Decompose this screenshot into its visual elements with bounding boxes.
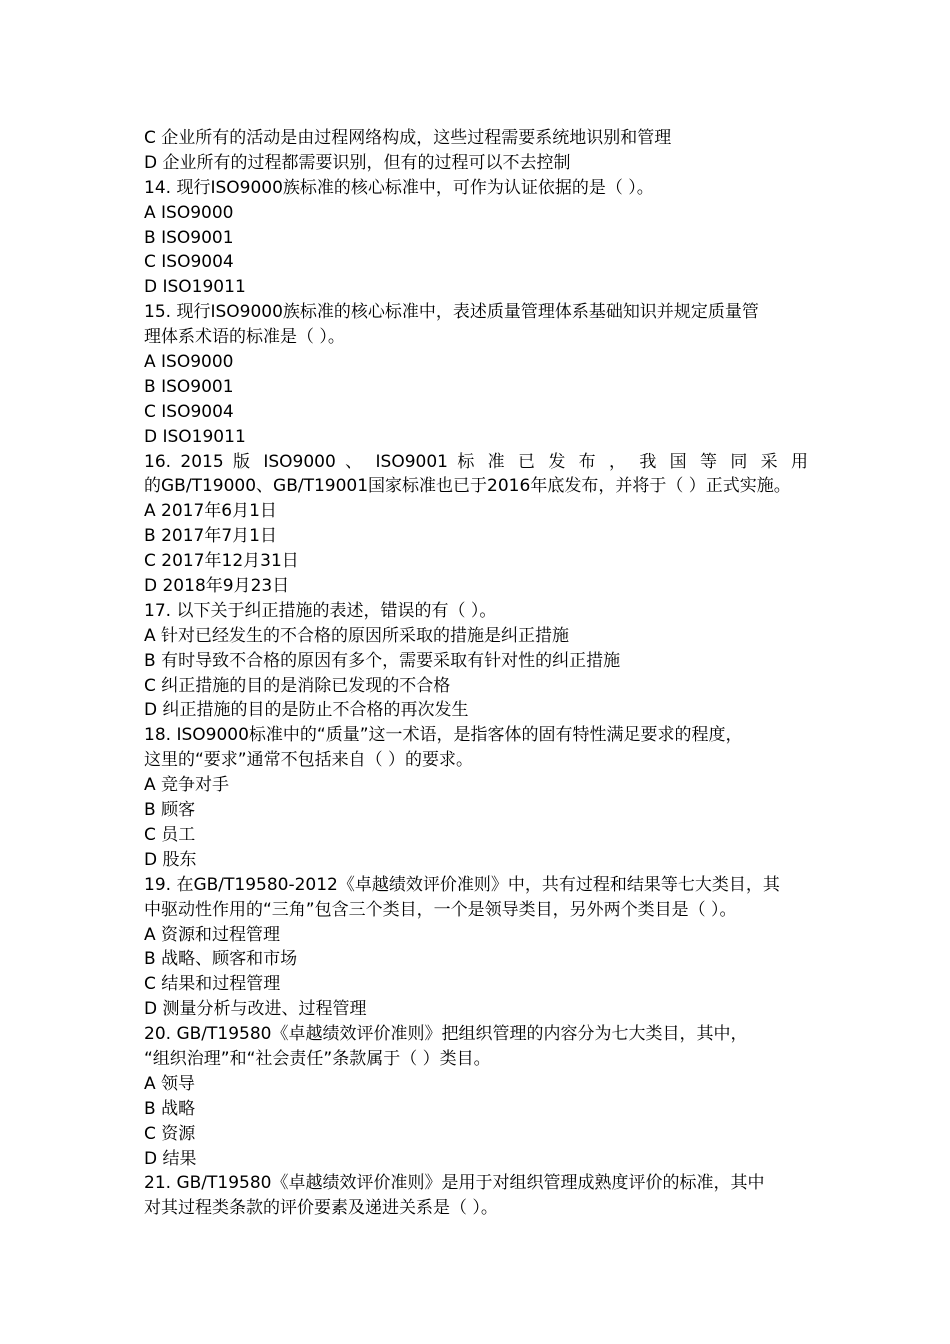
option-c-q20: C 资源 <box>144 1123 196 1144</box>
option-a-q17: A 针对已经发生的不合格的原因所采取的措施是纠正措施 <box>144 625 570 646</box>
option-d-q20: D 结果 <box>144 1148 197 1169</box>
option-a-q16: A 2017年6月1日 <box>144 501 277 522</box>
option-a-q14: A ISO9000 <box>144 202 234 223</box>
option-d-q15: D ISO19011 <box>144 426 246 447</box>
question-17: 17. 以下关于纠正措施的表述，错误的有（ ）。 <box>144 600 497 621</box>
question-18-line-2: 这里的“要求”通常不包括来自（ ）的要求。 <box>144 750 474 771</box>
option-a-q18: A 竞争对手 <box>144 775 230 796</box>
question-20-line-1: 20. GB/T19580《卓越绩效评价准则》把组织管理的内容分为七大类目，其中， <box>144 1024 748 1045</box>
question-20-line-2: “组织治理”和“社会责任”条款属于（ ）类目。 <box>144 1048 491 1069</box>
option-d-q16: D 2018年9月23日 <box>144 576 290 597</box>
question-21-line-2: 对其过程类条款的评价要素及递进关系是（ ）。 <box>144 1198 498 1219</box>
option-d-q18: D 股东 <box>144 849 197 870</box>
question-16-line-1: 16. 2015 版 ISO9000 、 ISO9001 标 准 已 发 布 ， 我 国 等 同 采 用 <box>144 451 808 472</box>
option-c-q14: C ISO9004 <box>144 252 234 273</box>
option-b-q20: B 战略 <box>144 1098 196 1119</box>
question-18-line-1: 18. ISO9000标准中的“质量”这一术语，是指客体的固有特性满足要求的程度， <box>144 725 743 746</box>
option-c-q16: C 2017年12月31日 <box>144 551 299 572</box>
option-b-q14: B ISO9001 <box>144 227 234 248</box>
option-b-q15: B ISO9001 <box>144 376 234 397</box>
question-19-line-1: 19. 在GB/T19580-2012《卓越绩效评价准则》中，共有过程和结果等七大类目，其 <box>144 874 780 895</box>
option-b-q19: B 战略、顾客和市场 <box>144 949 298 970</box>
document-page <box>144 126 808 1221</box>
option-c-q19: C 结果和过程管理 <box>144 974 281 995</box>
option-c-q18: C 员工 <box>144 824 196 845</box>
option-b-q16: B 2017年7月1日 <box>144 526 277 547</box>
option-c-q17: C 纠正措施的目的是消除已发现的不合格 <box>144 675 451 696</box>
option-d-q17: D 纠正措施的目的是防止不合格的再次发生 <box>144 700 469 721</box>
option-c-q15: C ISO9004 <box>144 401 234 422</box>
option-a-q20: A 领导 <box>144 1073 196 1094</box>
option-d-q19: D 测量分析与改进、过程管理 <box>144 999 367 1020</box>
option-a-q15: A ISO9000 <box>144 352 234 373</box>
question-21-line-1: 21. GB/T19580《卓越绩效评价准则》是用于对组织管理成熟度评价的标准，其中 <box>144 1173 765 1194</box>
option-b-q18: B 顾客 <box>144 800 196 821</box>
option-d-q13: D 企业所有的过程都需要识别，但有的过程可以不去控制 <box>144 152 571 173</box>
option-d-q14: D ISO19011 <box>144 277 246 298</box>
option-b-q17: B 有时导致不合格的原因有多个，需要采取有针对性的纠正措施 <box>144 650 621 671</box>
question-14: 14. 现行ISO9000族标准的核心标准中，可作为认证依据的是（ ）。 <box>144 177 654 198</box>
option-c-q13: C 企业所有的活动是由过程网络构成，这些过程需要系统地识别和管理 <box>144 128 672 148</box>
question-15-line-2: 理体系术语的标准是（ ）。 <box>144 327 345 348</box>
question-16-line-2: 的GB/T19000、GB/T19001国家标准也已于2016年底发布，并将于（ ）正式实施。 <box>144 476 791 497</box>
question-19-line-2: 中驱动性作用的“三角”包含三个类目，一个是领导类目，另外两个类目是（ ）。 <box>144 899 737 920</box>
question-15-line-1: 15. 现行ISO9000族标准的核心标准中，表述质量管理体系基础知识并规定质量管 <box>144 302 759 323</box>
option-a-q19: A 资源和过程管理 <box>144 924 281 945</box>
